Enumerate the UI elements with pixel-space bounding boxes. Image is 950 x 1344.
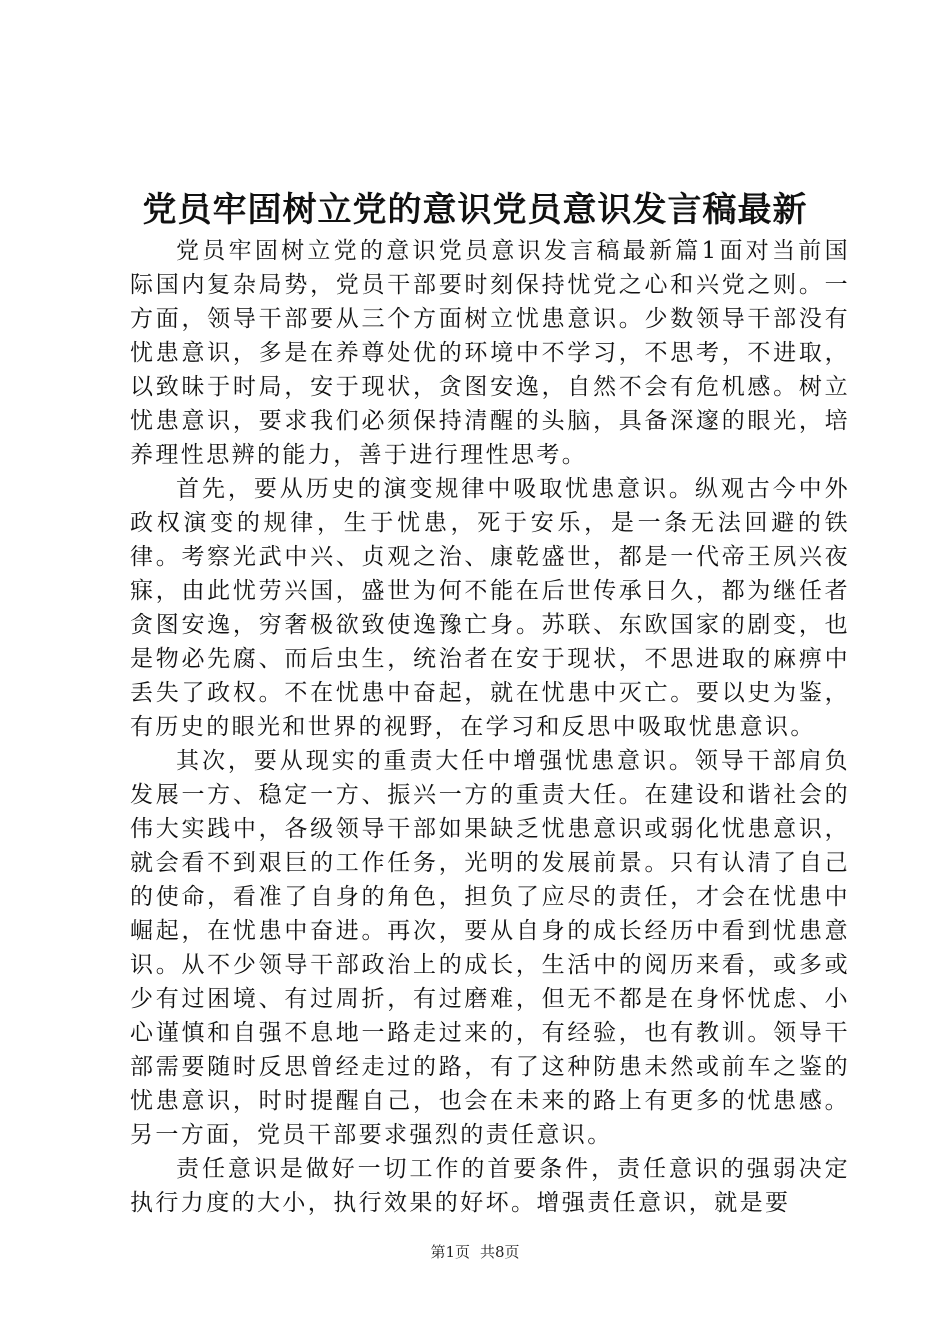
body-paragraph-4: 责任意识是做好一切工作的首要条件，责任意识的强弱决定执行力度的大小，执行效果的好坏。增强责任意识，就是要 bbox=[130, 1156, 850, 1216]
body-paragraph-1: 党员牢固树立党的意识党员意识发言稿最新篇1面对当前国际国内复杂局势，党员干部要时刻保持忧党之心和兴党之则。一方面，领导干部要从三个方面树立忧患意识。少数领导干部没有忧患意识，多是在养尊处优的环境中不学习，不思考，不进取，以致昧于时局，安于现状，贪图安逸，自然不会有危机感。树立忧患意识，要求我们必须保持清醒的头脑，具备深邃的眼光，培养理性思辨的能力，善于进行理性思考。 bbox=[130, 238, 850, 468]
body-paragraph-2: 首先，要从历史的演变规律中吸取忧患意识。纵观古今中外政权演变的规律，生于忧患，死于安乐，是一条无法回避的铁律。考察光武中兴、贞观之治、康乾盛世，都是一代帝王夙兴夜寐，由此忧劳兴国，盛世为何不能在后世传承日久，都为继任者贪图安逸，穷奢极欲致使逸豫亡身。苏联、东欧国家的剧变，也是物必先腐、而后虫生，统治者在安于现状，不思进取的麻痹中丢失了政权。不在忧患中奋起，就在忧患中灭亡。要以史为鉴，有历史的眼光和世界的视野，在学习和反思中吸取忧患意识。 bbox=[130, 476, 850, 740]
document-title: 党员牢固树立党的意识党员意识发言稿最新 bbox=[142, 190, 808, 230]
page-number: 第1页 bbox=[430, 1243, 470, 1261]
body-paragraph-3: 其次，要从现实的重责大任中增强忧患意识。领导干部肩负发展一方、稳定一方、振兴一方的重责大任。在建设和谐社会的伟大实践中，各级领导干部如果缺乏忧患意识或弱化忧患意识，就会看不到艰巨的工作任务，光明的发展前景。只有认清了自己的使命，看准了自身的角色，担负了应尽的责任，才会在忧患中崛起，在忧患中奋进。再次，要从自身的成长经历中看到忧患意识。从不少领导干部政治上的成长，生活中的阅历来看，或多或少有过困境、有过周折，有过磨难，但无不都是在身怀忧虑、小心谨慎和自强不息地一路走过来的，有经验，也有教训。领导干部需要随时反思曾经走过的路，有了这种防患未然或前车之鉴的忧患意识，时时提醒自己，也会在未来的路上有更多的忧患感。另一方面，党员干部要求强烈的责任意识。 bbox=[130, 748, 850, 1148]
page-total: 共8页 bbox=[480, 1243, 520, 1261]
page-footer bbox=[0, 1240, 950, 1264]
document-body bbox=[130, 234, 850, 1220]
